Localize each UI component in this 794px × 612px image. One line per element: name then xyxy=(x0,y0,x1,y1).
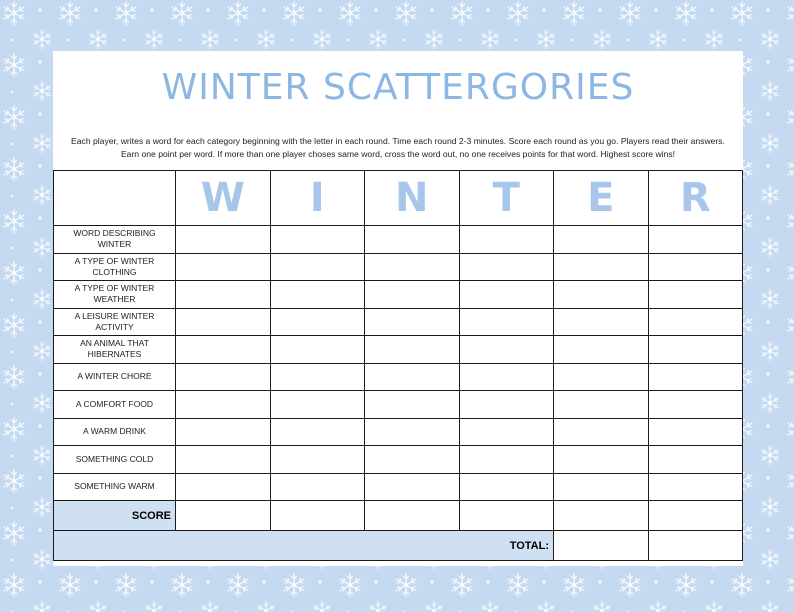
total-cell[interactable] xyxy=(648,531,743,561)
category-label: SOMETHING COLD xyxy=(54,446,176,474)
answer-cell[interactable] xyxy=(365,446,460,474)
answer-cell[interactable] xyxy=(554,281,649,309)
total-cell[interactable] xyxy=(554,531,649,561)
answer-cell[interactable] xyxy=(554,308,649,336)
answer-cell[interactable] xyxy=(176,336,271,364)
category-row xyxy=(54,446,743,474)
answer-cell[interactable] xyxy=(176,446,271,474)
answer-cell[interactable] xyxy=(459,226,554,254)
letter-cell: T xyxy=(459,171,554,226)
answer-cell[interactable] xyxy=(176,281,271,309)
category-row xyxy=(54,226,743,254)
score-cell[interactable] xyxy=(648,501,743,531)
instructions-text: Each player, writes a word for each category beginning with the letter in each round. Time each round 2-3 minutes. Score each round as you go. Players read their answers. Earn one point per word. If more than one player choses same word, cross the word out, no one receives points for that word. Highest score wins! xyxy=(71,136,725,159)
letter-cell: N xyxy=(365,171,460,226)
answer-cell[interactable] xyxy=(365,226,460,254)
answer-cell[interactable] xyxy=(365,363,460,391)
answer-cell[interactable] xyxy=(554,446,649,474)
answer-cell[interactable] xyxy=(648,226,743,254)
answer-cell[interactable] xyxy=(270,363,365,391)
category-row xyxy=(54,253,743,281)
letter-cell: E xyxy=(554,171,649,226)
answer-cell[interactable] xyxy=(270,473,365,501)
corner-cell xyxy=(54,171,176,226)
answer-cell[interactable] xyxy=(270,336,365,364)
answer-cell[interactable] xyxy=(270,308,365,336)
category-label: A COMFORT FOOD xyxy=(54,391,176,419)
category-row xyxy=(54,391,743,419)
page-title: WINTER SCATTERGORIES xyxy=(161,67,635,108)
answer-cell[interactable] xyxy=(365,308,460,336)
total-label: TOTAL: xyxy=(54,531,554,561)
score-cell[interactable] xyxy=(365,501,460,531)
answer-cell[interactable] xyxy=(176,226,271,254)
answer-cell[interactable] xyxy=(554,253,649,281)
answer-cell[interactable] xyxy=(648,363,743,391)
answer-cell[interactable] xyxy=(648,418,743,446)
category-label: SOMETHING WARM xyxy=(54,473,176,501)
score-row xyxy=(54,501,743,531)
answer-cell[interactable] xyxy=(365,281,460,309)
answer-cell[interactable] xyxy=(270,226,365,254)
category-row xyxy=(54,418,743,446)
category-label: AN ANIMAL THAT HIBERNATES xyxy=(54,336,176,364)
letter-cell: W xyxy=(176,171,271,226)
category-row xyxy=(54,308,743,336)
answer-cell[interactable] xyxy=(365,418,460,446)
answer-cell[interactable] xyxy=(459,418,554,446)
category-label: A TYPE OF WINTER CLOTHING xyxy=(54,253,176,281)
category-row xyxy=(54,473,743,501)
answer-cell[interactable] xyxy=(176,308,271,336)
answer-cell[interactable] xyxy=(554,226,649,254)
answer-cell[interactable] xyxy=(554,363,649,391)
answer-cell[interactable] xyxy=(459,308,554,336)
score-label: SCORE xyxy=(54,501,176,531)
score-cell[interactable] xyxy=(176,501,271,531)
answer-cell[interactable] xyxy=(459,281,554,309)
answer-cell[interactable] xyxy=(648,308,743,336)
category-label: A WINTER CHORE xyxy=(54,363,176,391)
answer-cell[interactable] xyxy=(459,336,554,364)
category-label: WORD DESCRIBING WINTER xyxy=(54,226,176,254)
answer-cell[interactable] xyxy=(176,391,271,419)
answer-cell[interactable] xyxy=(270,253,365,281)
answer-cell[interactable] xyxy=(176,418,271,446)
answer-cell[interactable] xyxy=(648,253,743,281)
answer-cell[interactable] xyxy=(459,363,554,391)
game-sheet xyxy=(53,51,743,566)
letter-cell: R xyxy=(648,171,743,226)
scattergories-grid xyxy=(53,170,743,561)
answer-cell[interactable] xyxy=(270,418,365,446)
answer-cell[interactable] xyxy=(648,473,743,501)
answer-cell[interactable] xyxy=(648,446,743,474)
letter-header-row xyxy=(54,171,743,226)
answer-cell[interactable] xyxy=(648,391,743,419)
answer-cell[interactable] xyxy=(554,473,649,501)
answer-cell[interactable] xyxy=(648,281,743,309)
category-label: A TYPE OF WINTER WEATHER xyxy=(54,281,176,309)
answer-cell[interactable] xyxy=(554,336,649,364)
answer-cell[interactable] xyxy=(554,391,649,419)
answer-cell[interactable] xyxy=(459,391,554,419)
category-label: A LEISURE WINTER ACTIVITY xyxy=(54,308,176,336)
answer-cell[interactable] xyxy=(554,418,649,446)
letter-cell: I xyxy=(270,171,365,226)
answer-cell[interactable] xyxy=(459,446,554,474)
answer-cell[interactable] xyxy=(648,336,743,364)
score-cell[interactable] xyxy=(459,501,554,531)
answer-cell[interactable] xyxy=(270,281,365,309)
category-row xyxy=(54,281,743,309)
answer-cell[interactable] xyxy=(365,253,460,281)
answer-cell[interactable] xyxy=(459,473,554,501)
answer-cell[interactable] xyxy=(459,253,554,281)
answer-cell[interactable] xyxy=(365,336,460,364)
answer-cell[interactable] xyxy=(176,473,271,501)
category-row xyxy=(54,336,743,364)
category-label: A WARM DRINK xyxy=(54,418,176,446)
score-cell[interactable] xyxy=(554,501,649,531)
answer-cell[interactable] xyxy=(176,253,271,281)
category-row xyxy=(54,363,743,391)
answer-cell[interactable] xyxy=(270,446,365,474)
answer-cell[interactable] xyxy=(176,363,271,391)
score-cell[interactable] xyxy=(270,501,365,531)
answer-cell[interactable] xyxy=(270,391,365,419)
answer-cell[interactable] xyxy=(365,391,460,419)
total-row xyxy=(54,531,743,561)
answer-cell[interactable] xyxy=(365,473,460,501)
